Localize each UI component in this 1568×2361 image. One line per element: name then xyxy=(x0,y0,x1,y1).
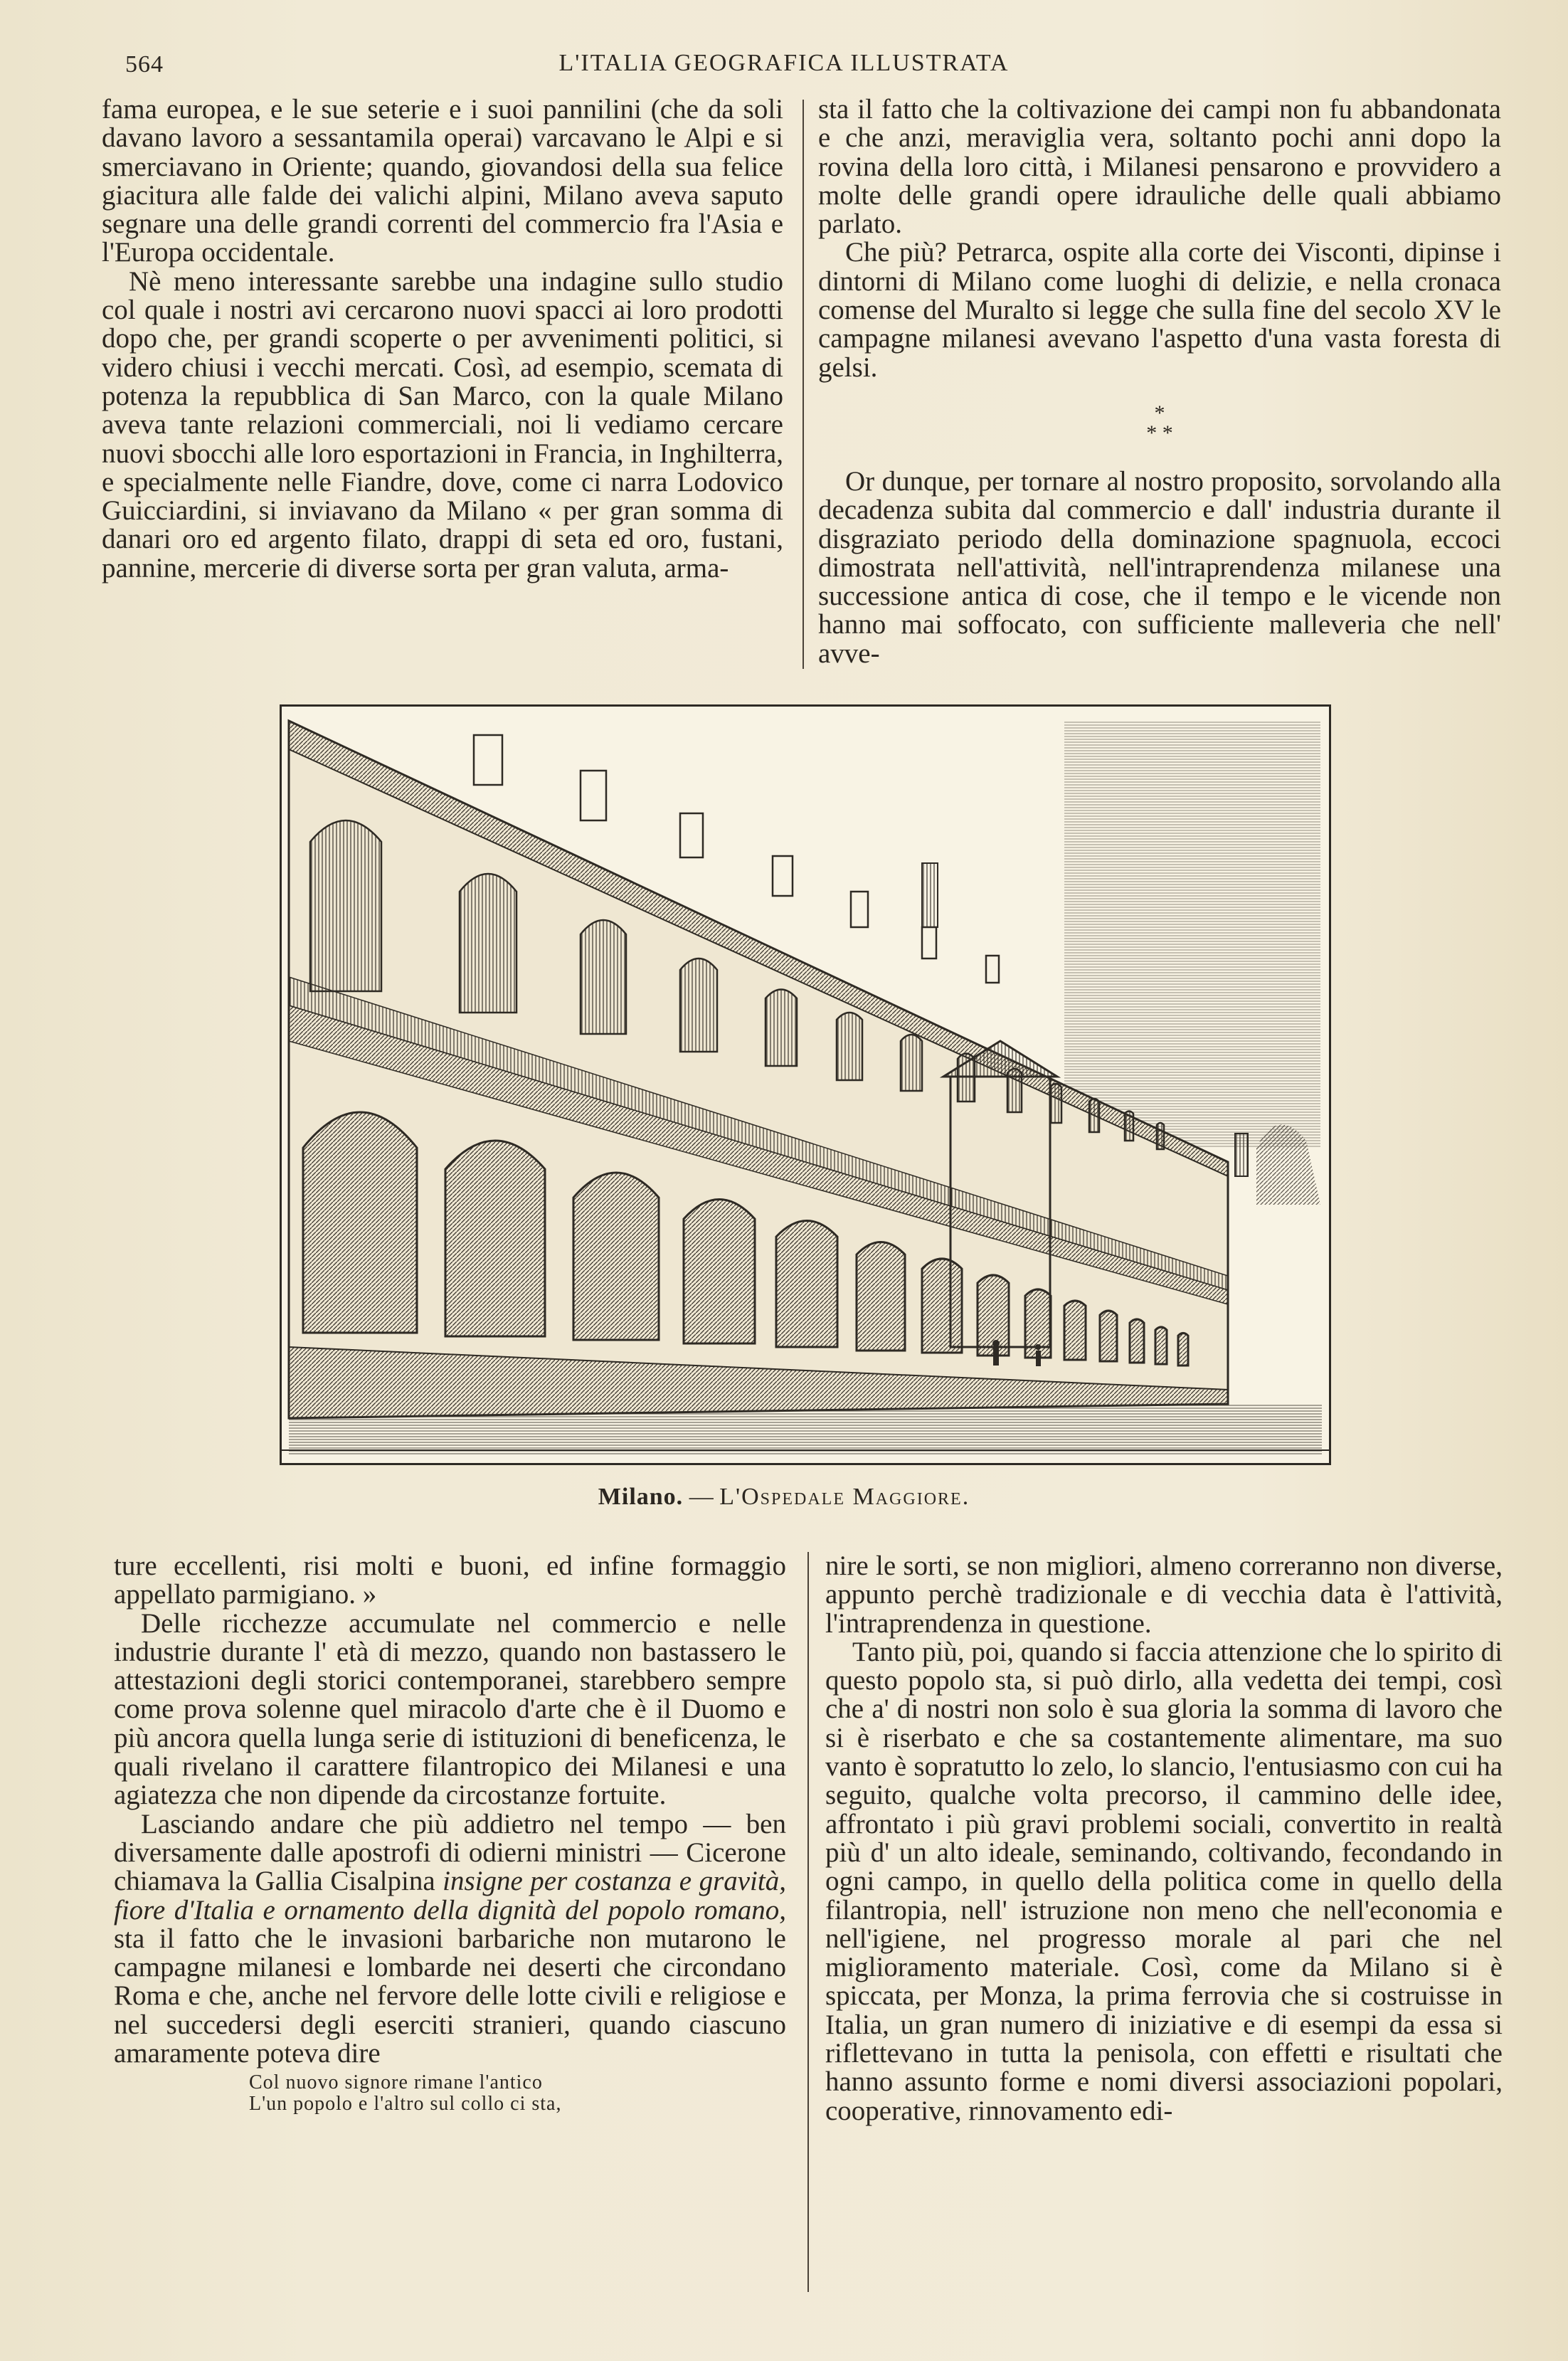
asterism-top: * xyxy=(1154,401,1165,425)
paragraph: fama europea, e le sue seterie e i suoi pannilini (che da soli davano lavoro a sessantamila operai) varcavano le Alpi e si smerciavano in Oriente; quando, giovandosi della sua felice giacitura alle falde dei valichi alpini, Milano aveva saputo segnare una delle grandi correnti del commercio fra l'Asia e l'Europa occidentale. xyxy=(102,94,783,268)
paragraph: Delle ricchezze accumulate nel commercio e nelle industrie durante l' età di mezzo, quando non bastassero le attestazioni degli storici contemporanei, starebbero sempre come prova solenne quel miracolo d'arte che è il Duomo e più ancora quella lunga serie di istituzioni di beneficenza, le quali rivelano il carattere filantropico dei Milanesi e una agiatezza che non dipende da circostanze fortuite. xyxy=(114,1607,786,1811)
paragraph: Tanto più, poi, quando si faccia attenzione che lo spirito di questo popolo sta, si può dirlo, alla vedetta dei tempi, così che a' di nostri non solo è sua gloria la somma di lavoro che si è riserbato e che sa costantemente alimentare, ma suo vanto è sopratutto lo zelo, lo slancio, l'entusiasmo con cui ha seguito, qualche volta precorso, il cammino delle idee, affrontato i più gravi problemi sociali, convertito in realtà più d' un alto ideale, seminando, coltivando, fecondando in ogni campo, in quello della politica come in quello della filantropia, nell' istruzione non meno che nell'economia e nell'igiene, nel progresso morale al pari che nel miglioramento materiale. Così, come da Milano si è spiccata, per Monza, la prima ferrovia che si costruisse in Italia, un gran numero di iniziative e di esempi da essa si riflettevano in tutta la penisola, con effetti e risultati che hanno assunto forme e nomi diversi associazioni popolari, cooperative, rinnovamento edi- xyxy=(825,1636,1503,2126)
verse-quote xyxy=(249,2072,786,2115)
figure-caption xyxy=(0,1484,1568,1511)
caption-dash: — xyxy=(683,1484,720,1510)
paragraph: Che più? Petrarca, ospite alla corte dei Visconti, dipinse i dintorni di Milano come luoghi di delizie, e nella cronaca comense del Muralto si legge che sulla fine del secolo XV le campagne milanesi avevano l'aspetto d'una vasta foresta di gelsi. xyxy=(818,237,1501,383)
section-asterism xyxy=(818,403,1501,443)
paragraph: nire le sorti, se non migliori, almeno correranno non diverse, appunto perchè tradizionale e di vecchia data è l'attività, l'intraprendenza in questione. xyxy=(825,1551,1503,1639)
cicero-quote-italic: insigne per costanza e gravità, fiore d'Italia e ornamento della dignità del popolo romano, xyxy=(114,1866,786,1926)
paragraph xyxy=(114,1810,786,2069)
page-number: 564 xyxy=(125,51,164,78)
paragraph: Or dunque, per tornare al nostro proposito, sorvolando alla decadenza subita dal commercio e dall' industria durante il disgraziato periodo della dominazione spagnuola, eccoci dimostrata nell'attività, nell'intraprendenza milanese una successione antica di cose, che il tempo e le vicende non hanno mai soffocato, con sufficiente malleveria che nell' avve- xyxy=(818,465,1501,669)
engraving-ospedale-maggiore xyxy=(280,704,1331,1465)
verse-line: L'un popolo e l'altro sul collo ci sta, xyxy=(249,2093,562,2116)
paragraph: sta il fatto che la coltivazione dei campi non fu abbandonata e che anzi, meraviglia vera, soltanto pochi anni dopo la rovina della loro città, i Milanesi pensarono e provvidero a molte delle grandi opere idrauliche delle quali abbiamo parlato. xyxy=(818,94,1501,240)
paragraph: Nè meno interessante sarebbe una indagine sullo studio col quale i nostri avi cercarono nuovi spacci ai loro prodotti dopo che, per grandi scoperte o per avvenimenti politici, si videro chiusi i vecchi mercati. Così, ad esempio, scemata di potenza la repubblica di San Marco, con la quale Milano aveva tante relazioni commerciali, noi li vediamo cercare nuovi sbocchi alle loro esportazioni in Francia, in Inghilterra, e specialmente nelle Fiandre, dove, come ci narra Lodovico Guicciardini, si inviavano da Milano « per gran somma di danari oro ed argento filato, drappi di seta ed oro, fustani, pannine, mercerie di diverse sorta per gran valuta, arma- xyxy=(102,265,783,583)
column-bottom-right xyxy=(825,1552,1503,2125)
asterism-bottom: * * xyxy=(1146,421,1173,445)
paragraph: ture eccellenti, risi molti e buoni, ed infine formaggio appellato parmigiano. » xyxy=(114,1551,786,1610)
verse-line: Col nuovo signore rimane l'antico xyxy=(249,2071,543,2094)
column-divider xyxy=(807,1552,809,2292)
column-top-left xyxy=(102,95,783,583)
running-head-title: L'ITALIA GEOGRAFICA ILLUSTRATA xyxy=(558,50,1010,76)
caption-title: L'Ospedale Maggiore. xyxy=(719,1484,970,1510)
column-bottom-left xyxy=(114,1552,786,2115)
paragraph-text: Lasciando andare che più addietro nel tempo — ben diversamente dalle apostrofi di odierni ministri — Cicerone chiamava la Gallia Cisalpina xyxy=(114,1808,786,1897)
column-divider xyxy=(802,100,804,669)
caption-city: Milano. xyxy=(598,1484,684,1510)
paragraph-text: sta il fatto che le invasioni barbariche non mutarono le campagne milanesi e lombarde nei deserti che circondano Roma e che, anche nel fervore delle lotte civili e religiose e nel succedersi degli eserciti stranieri, quando ciascuno amaramente poteva dire xyxy=(114,1923,786,2069)
building-engraving xyxy=(282,707,1329,1463)
column-top-right xyxy=(818,95,1501,668)
